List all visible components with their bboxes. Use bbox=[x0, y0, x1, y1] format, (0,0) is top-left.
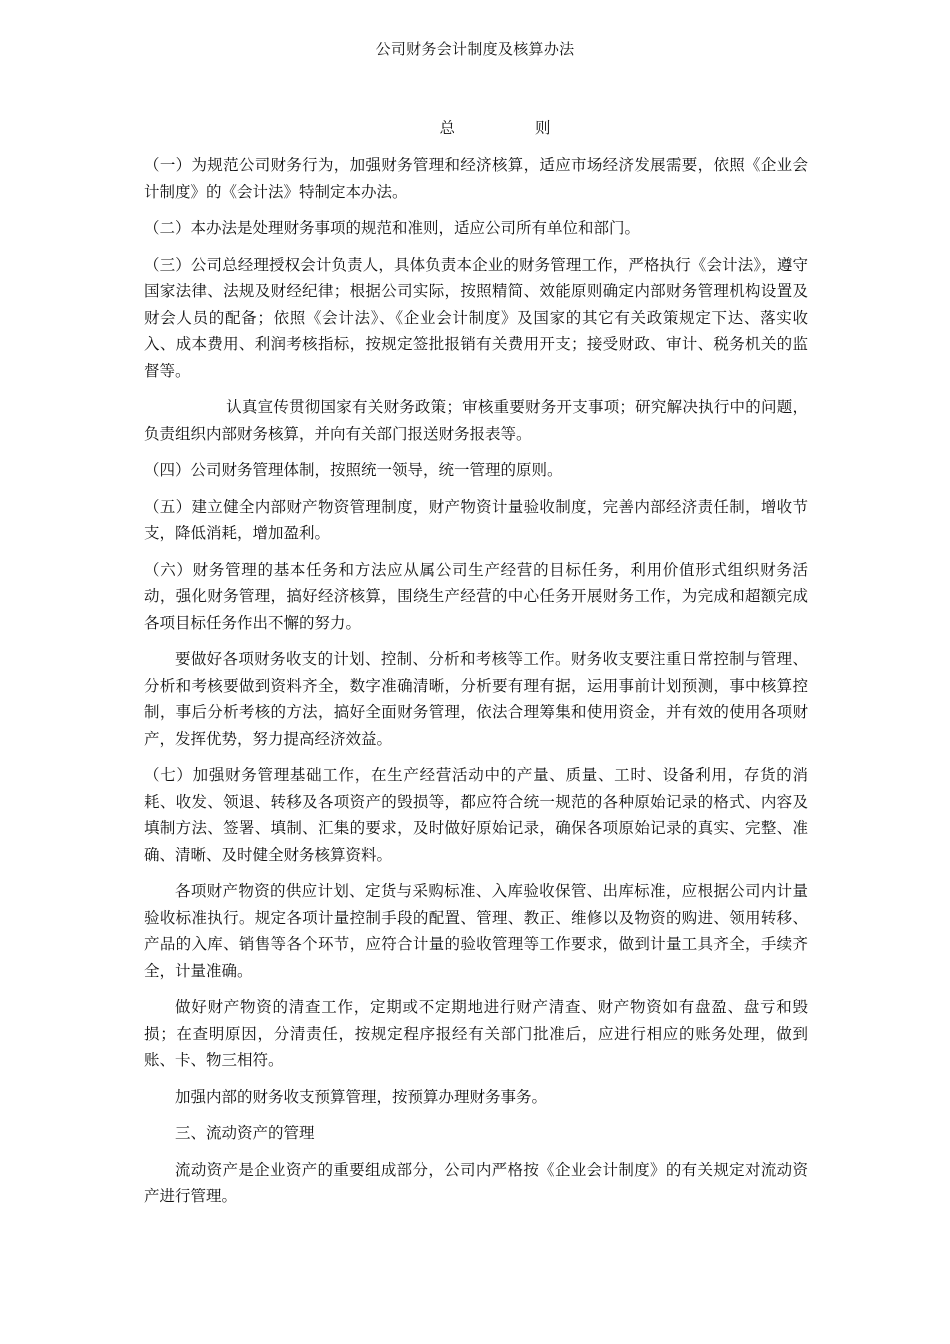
subheading-current-assets: 三、流动资产的管理 bbox=[175, 1124, 315, 1142]
paragraph-3: （三）公司总经理授权会计负责人，具体负责本企业的财务管理工作，严格执行《会计法》，遵守国家法律、法规及财经纪律；根据公司实际，按照精简、效能原则确定内部财务管理机构设置及财会人员的配备；依照《会计法》、《企业会计制度》及国家的其它有关政策规定下达、落实收入、成本费用、利润考核指标，按规定签批报销有关费用开支；接受财政、审计、税务机关的监督等。 bbox=[144, 255, 808, 380]
paragraph-4: 认真宣传贯彻国家有关财务政策；审核重要财务开支事项；研究解决执行中的问题，负责组织内部财务核算，并向有关部门报送财务报表等。 bbox=[144, 398, 808, 443]
paragraph-7: （六）财务管理的基本任务和方法应从属公司生产经营的目标任务，利用价值形式组织财务活动，强化财务管理，搞好经济核算，围绕生产经营的中心任务开展财务工作，为完成和超额完成各项目标任务作出不懈的努力。 bbox=[144, 560, 808, 632]
paragraph-8: 要做好各项财务收支的计划、控制、分析和考核等工作。财务收支要注重日常控制与管理、分析和考核要做到资料齐全，数字准确清晰，分析要有理有据，运用事前计划预测，事中核算控制，事后分析考核的方法，搞好全面财务管理，依法合理筹集和使用资金，并有效的使用各项财产，发挥优势，努力提高经济效益。 bbox=[144, 650, 808, 748]
paragraph-5: （四）公司财务管理体制，按照统一领导，统一管理的原则。 bbox=[144, 461, 563, 479]
document-body bbox=[144, 152, 808, 1220]
page-header: 公司财务会计制度及核算办法 bbox=[375, 40, 575, 58]
paragraph-10: 各项财产物资的供应计划、定货与采购标准、入库验收保管、出库标准，应根据公司内计量验收标准执行。规定各项计量控制手段的配置、管理、教正、维修以及物资的购进、领用转移、产品的入库、销售等各个环节，应符合计量的验收管理等工作要求，做到计量工具齐全，手续齐全，计量准确。 bbox=[144, 882, 808, 980]
paragraph-11: 做好财产物资的清查工作，定期或不定期地进行财产清查、财产物资如有盘盈、盘亏和毁损；在查明原因，分清责任，按规定程序报经有关部门批准后，应进行相应的账务处理，做到账、卡、物三相符。 bbox=[144, 998, 808, 1069]
section-title bbox=[0, 116, 950, 138]
section-title-left: 总 bbox=[439, 119, 455, 137]
paragraph-2: （二）本办法是处理财务事项的规范和准则，适应公司所有单位和部门。 bbox=[144, 219, 641, 237]
paragraph-1: （一）为规范公司财务行为，加强财务管理和经济核算，适应市场经济发展需要，依照《企业会计制度》的《会计法》特制定本办法。 bbox=[144, 156, 808, 201]
paragraph-12: 加强内部的财务收支预算管理，按预算办理财务事务。 bbox=[175, 1087, 548, 1106]
section-title-right: 则 bbox=[535, 119, 551, 137]
paragraph-9: （七）加强财务管理基础工作，在生产经营活动中的产量、质量、工时、设备利用，存货的消耗、收发、领退、转移及各项资产的毁损等，都应符合统一规范的各种原始记录的格式、内容及填制方法、签署、填制、汇集的要求，及时做好原始记录，确保各项原始记录的真实、完整、准确、清晰、及时健全财务核算资料。 bbox=[144, 766, 808, 864]
paragraph-6: （五）建立健全内部财产物资管理制度，财产物资计量验收制度，完善内部经济责任制，增收节支，降低消耗，增加盈利。 bbox=[144, 497, 808, 542]
paragraph-14: 流动资产是企业资产的重要组成部分，公司内严格按《企业会计制度》的有关规定对流动资产进行管理。 bbox=[144, 1160, 808, 1205]
